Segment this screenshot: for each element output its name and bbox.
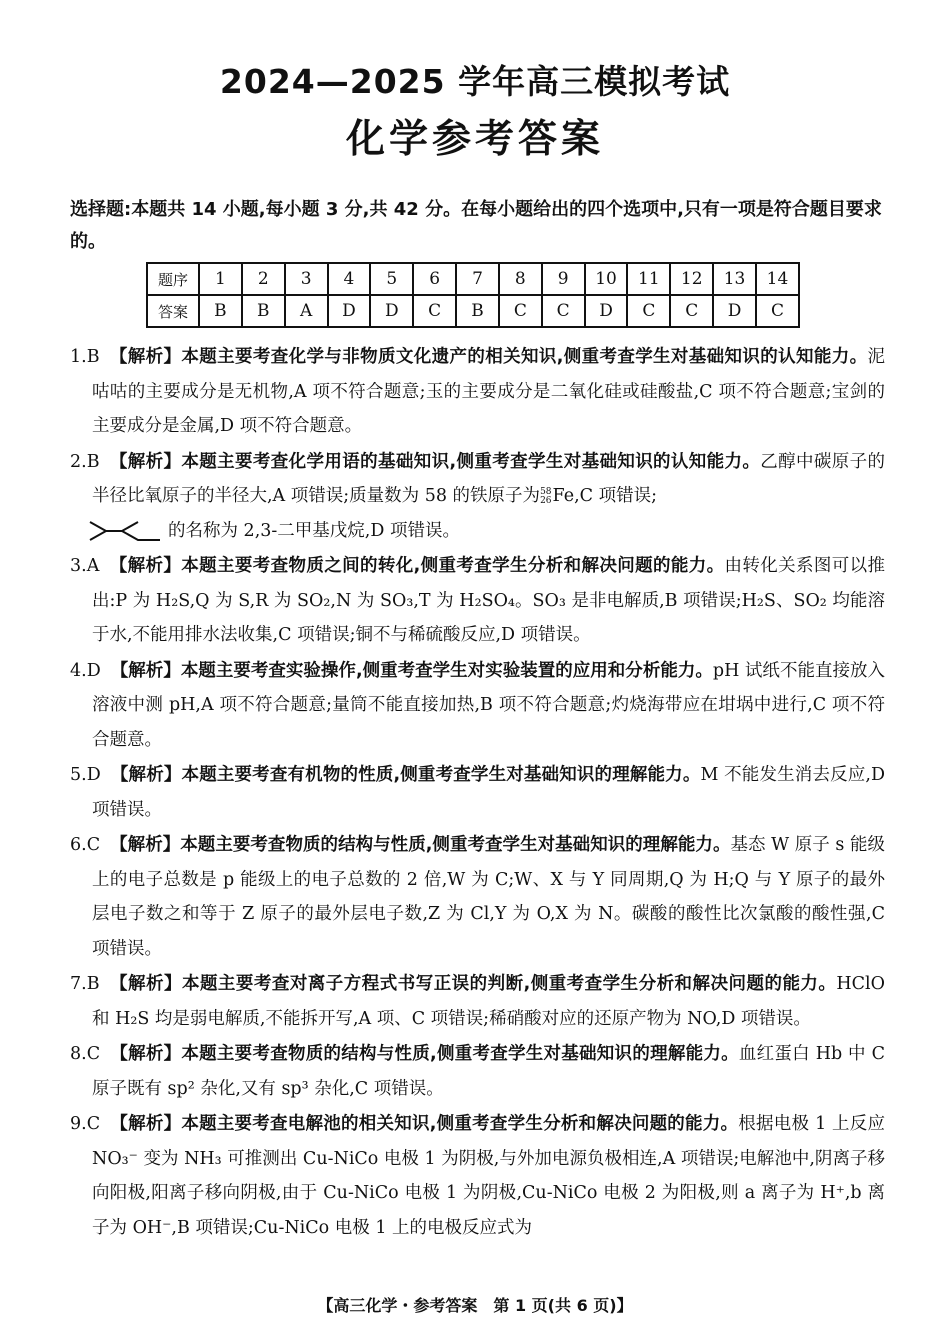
analysis-tag: 【解析】: [109, 974, 182, 994]
question-number: 9: [542, 263, 585, 295]
question-number: 5: [370, 263, 413, 295]
answer-cell: D: [370, 295, 413, 327]
item-body: 乙醇中碳原子的半径比氧原子的半径大,A 项错误;质量数为 58 的铁原子为: [92, 451, 886, 506]
item-body: ,C 项错误;: [574, 486, 657, 506]
item-body: pH 试纸不能直接放入溶液中测 pH,A 项不符合题意;量筒不能直接加热,B 项不符合题意;灼烧海带应在坩埚中进行,C 项不符合题意。: [92, 660, 886, 750]
analysis-tag: 【解析】: [109, 556, 182, 576]
item-focus: 本题主要考查化学与非物质文化遗产的相关知识,侧重考查学生对基础知识的认知能力。: [181, 347, 868, 367]
answer-cell: D: [585, 295, 628, 327]
question-number: 12: [670, 263, 713, 295]
item-focus: 本题主要考查电解池的相关知识,侧重考查学生分析和解决问题的能力。: [181, 1114, 739, 1134]
item-body: 基态 W 原子 s 能级上的电子总数是 p 能级上的电子总数的 2 倍,W 为 C;W、X 与 Y 同周期,Q 为 H;Q 与 Y 原子的最外层电子数之和等于 Z 原子的最外层电子数,Z 为 Cl,Y 为 O,X 为 N。碳酸的酸性比次氯酸的酸性强,C 项错误。: [92, 835, 886, 959]
question-number: 2: [242, 263, 285, 295]
row-label-answers: 答案: [147, 295, 199, 327]
analysis-tag: 【解析】: [110, 1044, 182, 1064]
question-number: 4: [328, 263, 371, 295]
item-body: M 不能发生消去反应,D 项错误。: [92, 765, 886, 820]
explanation-item: [70, 654, 885, 758]
explanation-item: [70, 340, 885, 444]
answer-cell: D: [713, 295, 756, 327]
answer-cell: B: [456, 295, 499, 327]
item-body: 血红蛋白 Hb 中 C 原子既有 sp² 杂化,又有 sp³ 杂化,C 项错误。: [92, 1044, 885, 1099]
item-body: 的名称为 2,3-二甲基戊烷,D 项错误。: [168, 520, 460, 541]
answer-cell: A: [285, 295, 328, 327]
explanation-item: [70, 967, 885, 1036]
question-number: 3: [285, 263, 328, 295]
item-focus: 本题主要考查物质的结构与性质,侧重考查学生对基础知识的理解能力。: [181, 1044, 739, 1064]
item-number: 4.D: [70, 660, 101, 681]
item-number: 1.B: [70, 347, 100, 367]
item-focus: 本题主要考查对离子方程式书写正误的判断,侧重考查学生分析和解决问题的能力。: [181, 974, 837, 994]
item-focus: 本题主要考查物质的结构与性质,侧重考查学生对基础知识的理解能力。: [180, 835, 731, 855]
item-body: 根据电极 1 上反应 NO₃⁻ 变为 NH₃ 可推测出 Cu-NiCo 电极 1 为阴极,与外加电源负极相连,A 项错误;电解池中,阴离子移向阳极,阳离子移向阴极,由于 Cu-NiCo 电极 1 为阴极,Cu-NiCo 电极 2 为阳极,则 a 离子为 H⁺,b 离子为 OH⁻,B 项错误;Cu-NiCo 电极 1 上的电极反应式为: [92, 1114, 886, 1238]
element-symbol: Fe: [552, 486, 575, 506]
item-focus: 本题主要考查物质之间的转化,侧重考查学生分析和解决问题的能力。: [181, 556, 725, 576]
question-number: 7: [456, 263, 499, 295]
answer-cell: C: [756, 295, 799, 327]
item-focus: 本题主要考查实验操作,侧重考查学生对实验装置的应用和分析能力。: [180, 660, 713, 681]
atomic-number: 26: [540, 495, 552, 506]
item-number: 9.C: [70, 1114, 101, 1134]
answer-cell: C: [499, 295, 542, 327]
explanation-list: [70, 340, 885, 1246]
explanation-item: [70, 1037, 885, 1106]
row-label-numbers: 题序: [147, 263, 199, 295]
exam-title: 2024—2025 学年高三模拟考试: [219, 62, 731, 101]
question-number: 10: [585, 263, 628, 295]
answer-cell: C: [670, 295, 713, 327]
answer-cell: C: [542, 295, 585, 327]
analysis-tag: 【解析】: [110, 835, 181, 855]
analysis-tag: 【解析】: [110, 765, 182, 785]
item-number: 5.D: [70, 765, 101, 785]
skeletal-formula-image: [88, 516, 162, 546]
item-number: 8.C: [70, 1044, 101, 1064]
explanation-item: [70, 828, 885, 966]
answer-cell: C: [413, 295, 456, 327]
item-number: 6.C: [70, 835, 101, 855]
question-number-row: [147, 263, 799, 295]
item-focus: 本题主要考查有机物的性质,侧重考查学生对基础知识的理解能力。: [181, 765, 701, 785]
item-body: HClO 和 H₂S 均是弱电解质,不能拆开写,A 项、C 项错误;稀硝酸对应的还原产物为 NO,D 项错误。: [92, 974, 885, 1029]
answer-cell: B: [242, 295, 285, 327]
analysis-tag: 【解析】: [110, 1114, 182, 1134]
mass-number: 58: [540, 486, 552, 497]
nuclide-notation: [540, 488, 551, 506]
answer-cell: D: [328, 295, 371, 327]
analysis-tag: 【解析】: [110, 660, 181, 681]
section-instructions: 选择题:本题共 14 小题,每小题 3 分,共 42 分。在每小题给出的四个选项中,只有一项是符合题目要求的。: [70, 199, 882, 252]
explanation-item: [70, 758, 885, 827]
question-number: 6: [413, 263, 456, 295]
answer-table: [146, 262, 800, 328]
answer-cell: C: [627, 295, 670, 327]
item-focus: 本题主要考查化学用语的基础知识,侧重考查学生对基础知识的认知能力。: [181, 451, 761, 472]
answer-cell: B: [199, 295, 242, 327]
explanation-item: [70, 445, 885, 549]
analysis-tag: 【解析】: [109, 347, 182, 367]
answer-row: [147, 295, 799, 327]
item-body: 由转化关系图可以推出:P 为 H₂S,Q 为 S,R 为 SO₂,N 为 SO₃,T 为 H₂SO₄。SO₃ 是非电解质,B 项错误;H₂S、SO₂ 均能溶于水,不能用排水法收集,C 项错误;铜不与稀硫酸反应,D 项错误。: [92, 556, 885, 645]
item-number: 2.B: [70, 451, 100, 472]
page-footer: 【高三化学・参考答案 第 1 页(共 6 页)】: [317, 1296, 633, 1315]
analysis-tag: 【解析】: [109, 451, 182, 472]
explanation-item: [70, 1107, 885, 1245]
item-body: 泥咕咕的主要成分是无机物,A 项不符合题意;玉的主要成分是二氧化硅或硅酸盐,C 项不符合题意;宝剑的主要成分是金属,D 项不符合题意。: [92, 347, 885, 436]
question-number: 1: [199, 263, 242, 295]
item-number: 3.A: [70, 556, 100, 576]
explanation-item: [70, 549, 885, 653]
question-number: 14: [756, 263, 799, 295]
question-number: 11: [627, 263, 670, 295]
document-title: 化学参考答案: [345, 117, 604, 162]
question-number: 13: [713, 263, 756, 295]
item-number: 7.B: [70, 974, 100, 994]
question-number: 8: [499, 263, 542, 295]
